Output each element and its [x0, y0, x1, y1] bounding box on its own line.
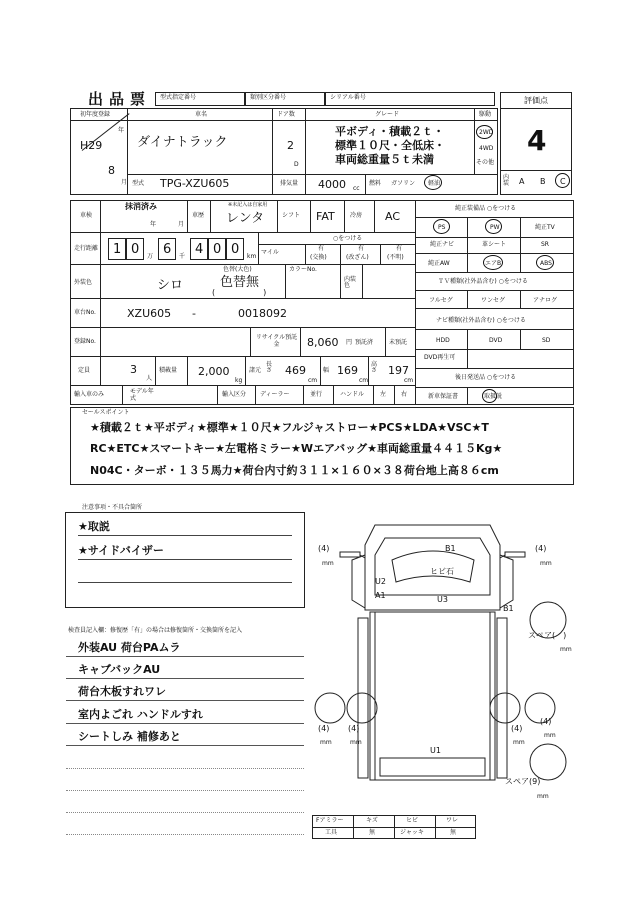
mileage-digit-3-text: 6	[163, 242, 172, 257]
chassis-model: XZU605	[127, 307, 172, 320]
label-b1-top: B1	[445, 544, 456, 553]
notes-rule-2	[78, 559, 292, 560]
sales-label: セールスポイント	[82, 409, 130, 416]
equip-abs: ABS	[540, 260, 552, 267]
legend-tools-value: 無	[369, 829, 376, 836]
inspector-dot-1	[66, 768, 304, 769]
color-change-value: 色替無	[220, 275, 260, 290]
interior-c: C	[560, 177, 566, 186]
interior-c-circle	[555, 173, 570, 188]
tv-analog: アナログ	[533, 297, 558, 304]
tire-rear-left-1-unit: mm	[320, 739, 332, 746]
tv-line	[415, 290, 574, 291]
inspector-line-4: 室内よごれ ハンドルすれ	[78, 708, 203, 721]
fuel-divider	[365, 174, 366, 195]
int-color-label: 内装色	[344, 276, 357, 289]
label-b1-side: B1	[503, 604, 514, 613]
row2-divider-a	[100, 200, 101, 232]
dvd-line	[415, 368, 574, 369]
color-label: 外装色	[74, 279, 93, 286]
navi-sd: SD	[542, 337, 551, 344]
chassis-dash: -	[192, 307, 196, 320]
first-reg-year: H29	[80, 139, 103, 152]
tire-rear-right-1-unit: mm	[513, 739, 525, 746]
load-unit: kg	[235, 377, 243, 384]
length-unit: cm	[308, 377, 318, 384]
drive-2wd: 2WD	[479, 129, 494, 136]
score-label: 評価点	[524, 96, 548, 105]
legend-h4: ワレ	[446, 817, 459, 824]
dims-label: 諸元	[249, 367, 262, 374]
drive-2wd-circle	[476, 125, 493, 139]
handle-left: 左	[380, 391, 387, 398]
width-value: 169	[337, 364, 358, 377]
drive-4wd: 4WD	[479, 145, 494, 152]
reg-label: 登録No.	[74, 338, 96, 345]
car-name-label: 車名	[195, 111, 208, 118]
capacity-unit: 人	[146, 375, 153, 382]
spare-top-label: スペア( )	[528, 631, 567, 640]
row6-divider-a	[100, 327, 101, 356]
inspector-rule-4	[66, 723, 304, 724]
shift-value: FAT	[316, 210, 335, 223]
door-label: ドア数	[277, 111, 295, 118]
inspector-dot-4	[66, 834, 304, 835]
model-label: 型式	[132, 180, 145, 187]
equip-pw: PW	[490, 224, 500, 231]
chassis-number: 0018092	[238, 307, 287, 320]
mileage-sen-unit: 千	[179, 253, 186, 260]
row2-divider-f	[344, 200, 345, 232]
row6-divider-c	[300, 327, 301, 356]
inspector-label: 検査員記入欄：修復歴「有」の場合は修復箇所・交換箇所を記入	[68, 627, 243, 634]
tire-rear-right-2-unit: mm	[544, 732, 556, 739]
legend-h3: ヒビ	[406, 817, 419, 824]
tire-rear-left-1: (4)	[318, 724, 330, 733]
grade-line-1: 平ボディ・積載２ｔ・	[335, 125, 445, 138]
row4-divider-d	[362, 264, 363, 298]
mileage-circle-label: ○をつける	[333, 235, 363, 242]
notes-line-2: ★サイドバイザー	[78, 544, 164, 557]
equip-aw: 純正AW	[428, 260, 450, 267]
grade-label: グレード	[375, 111, 400, 118]
dvd-play: DVD再生可	[424, 354, 456, 361]
row2-divider-b	[187, 200, 188, 232]
inspector-line-1: 外装AU 荷台PAムラ	[78, 641, 181, 654]
row1-header-line	[70, 120, 498, 121]
notes-rule-1	[78, 535, 292, 536]
col-divider-2	[272, 108, 273, 195]
tv-col-1	[467, 290, 468, 308]
navi-dvd: DVD	[489, 337, 503, 344]
equip-airbag: エアB	[485, 260, 502, 267]
inspector-rule-2	[66, 678, 304, 679]
inspection-month-unit: 月	[178, 221, 185, 228]
label-u3: U3	[437, 595, 448, 604]
interior-divider	[500, 170, 572, 171]
load-label: 積載量	[159, 367, 178, 374]
width-unit: cm	[359, 377, 369, 384]
row7-divider-b	[155, 356, 156, 385]
drive-label: 駆動	[479, 111, 492, 118]
grade-line-3: 車両総重量５ｔ未満	[335, 153, 434, 166]
meter-tamper: 有	[358, 245, 365, 252]
capacity-value: 3	[130, 363, 137, 376]
month-unit: 月	[121, 179, 128, 186]
recycle-yen: 円	[346, 339, 353, 346]
legend-col-2	[394, 815, 395, 839]
navi-hdd: HDD	[436, 337, 450, 344]
meter-swap-paren: (交換)	[310, 254, 327, 261]
manual: 取扱説	[484, 393, 503, 400]
inspector-rule-5	[66, 745, 304, 746]
equip-pw-circle	[485, 219, 502, 234]
meter-unknown: 有	[396, 245, 403, 252]
inspector-dot-2	[66, 790, 304, 791]
equip-navi: 純正ナビ	[430, 241, 455, 248]
equip-col-1	[467, 217, 468, 272]
equip-airbag-circle	[483, 255, 503, 270]
row3-divider-e	[380, 244, 381, 264]
load-value: 2,000	[198, 365, 230, 378]
label-hibi: ヒビ石	[430, 567, 454, 576]
tv-title: ＴＶ種類(社外品含む) ○をつける	[438, 278, 528, 285]
mileage-digit-5-text: 0	[213, 242, 222, 257]
recycle-deposited: 預託済	[355, 339, 374, 346]
mileage-man-unit: 万	[147, 253, 154, 260]
equip-title: 純正装備品 ○をつける	[455, 205, 517, 212]
equip-ps-circle	[433, 219, 450, 234]
equip-line-2	[415, 237, 574, 238]
inspection-label: 車検	[80, 212, 93, 219]
height-value: 197	[388, 364, 409, 377]
equip-leather: 革シート	[482, 241, 507, 248]
tire-front-left: (4)	[318, 544, 330, 553]
row6-divider-b	[250, 327, 251, 356]
interior-b: B	[540, 177, 546, 186]
legend-h2: キズ	[366, 817, 378, 824]
mileage-label: 走行距離	[74, 245, 99, 252]
model-code: TPG-XZU605	[160, 177, 230, 190]
model-year-label: モデル年式	[130, 388, 154, 403]
width-label: 幅	[323, 367, 330, 374]
meter-swap: 有	[318, 245, 325, 252]
import-label: 輸入車のみ	[74, 391, 105, 398]
col-divider-1	[127, 108, 128, 195]
shift-label: シフト	[282, 212, 301, 219]
row2-divider-d	[277, 200, 278, 232]
car-name: ダイナトラック	[137, 135, 228, 150]
legend-h1: Fアミラー	[316, 817, 344, 824]
ac-label: 冷房	[350, 212, 363, 219]
tv-fullseg: フルセグ	[429, 297, 453, 304]
notes-rule-3	[78, 582, 292, 583]
row7-divider-f	[368, 356, 369, 385]
mileage-digit-2-text: 0	[131, 242, 140, 257]
legend-jack: ジャッキ	[400, 829, 424, 836]
year-unit: 年	[118, 127, 125, 134]
interior-label: 内装	[503, 174, 510, 187]
displacement-label: 排気量	[280, 180, 299, 187]
door-unit: D	[294, 161, 299, 168]
sales-line-3: N04C・ターボ・１３５馬力★荷台内寸約３１１×１６０×３８荷台地上高８６cm	[90, 464, 499, 477]
length-value: 469	[285, 364, 306, 377]
inspector-line-3: 荷台木板すれワレ	[78, 685, 166, 698]
inspector-dot-3	[66, 812, 304, 813]
navi-col-2	[520, 329, 521, 349]
mileage-digit-4-text: 4	[195, 242, 204, 257]
inspector-rule-3	[66, 700, 304, 701]
import-parallel: 並行	[310, 391, 323, 398]
history-note: ※未記入は自家用	[228, 202, 268, 208]
displacement-divider	[305, 174, 306, 195]
tv-oneseg: ワンセグ	[481, 297, 506, 304]
interior-a: A	[519, 177, 525, 186]
fuel-diesel-circle	[424, 175, 442, 190]
row3-divider-b	[258, 232, 259, 264]
mileage-mile: マイル	[261, 249, 279, 256]
equip-left-line	[415, 200, 416, 405]
type-no-label: 型式指定番号	[160, 94, 197, 101]
drive-other: その他	[476, 159, 495, 166]
equip-ps: PS	[438, 224, 446, 231]
label-u1: U1	[430, 746, 441, 755]
equip-line-4	[415, 272, 574, 273]
tire-rear-right-2: (4)	[540, 717, 552, 726]
inspector-line-5: シートしみ 補修あと	[78, 730, 181, 743]
cc-unit: cc	[353, 185, 360, 192]
sales-line-1: ★積載２ｔ★平ボディ★標準★１０尺★フルジャストロー★PCS★LDA★VSC★T	[90, 421, 489, 434]
row7-divider-d	[245, 356, 246, 385]
row2-divider-c	[210, 200, 211, 232]
row4-divider-c	[340, 264, 341, 298]
handle-right: 右	[401, 391, 408, 398]
displacement-value: 4000	[318, 178, 346, 191]
fuel-gasoline: ガソリン	[391, 180, 416, 187]
notes-line-1: ★取説	[78, 520, 110, 533]
meter-unknown-paren: (不明)	[387, 254, 404, 261]
color-paren: ( )	[212, 288, 267, 297]
legend-jack-value: 無	[450, 829, 457, 836]
color-value: シロ	[157, 278, 184, 293]
dvd-play-divider	[467, 349, 468, 368]
recycle-value: 8,060	[307, 336, 339, 349]
row3-divider-d	[340, 244, 341, 264]
row7-divider-e	[320, 356, 321, 385]
row4-divider-a	[100, 264, 101, 298]
row8-divider-g	[394, 385, 395, 405]
height-label: 高さ	[371, 361, 378, 374]
row5-bottom	[70, 327, 415, 328]
row8-divider-d	[303, 385, 304, 405]
row4-bottom	[70, 298, 415, 299]
row4-divider-b	[285, 264, 286, 298]
equip-sr: SR	[541, 241, 549, 248]
row3-divider-a	[100, 232, 101, 264]
inspector-rule-1	[66, 656, 304, 657]
score-value: 4	[527, 124, 547, 157]
fuel-label: 燃料	[369, 180, 382, 187]
tire-rear-right-1: (4)	[511, 724, 523, 733]
row8-divider-a	[122, 385, 123, 405]
row7-divider-c	[187, 356, 188, 385]
page-title: 出品票	[88, 90, 152, 108]
grade-line-2: 標準１０尺・全低床・	[335, 139, 445, 152]
equip-tv: 純正TV	[535, 224, 555, 231]
first-reg-month: 8	[108, 164, 115, 177]
height-unit: cm	[404, 377, 414, 384]
inspector-line-2: キャブバックAU	[78, 663, 161, 676]
legend-col-3	[435, 815, 436, 839]
navi-line-2	[415, 349, 574, 350]
tire-rear-left-2-unit: mm	[350, 739, 362, 746]
sales-line-2: RC★ETC★スマートキー★左電格ミラー★Wエアバッグ★車両総重量４４１５Kg★	[90, 442, 503, 455]
spare-bottom-label: スペア(9)	[505, 777, 541, 786]
class-no-label: 類別区分番号	[250, 94, 287, 101]
inspection-value: 抹消済み	[125, 202, 157, 211]
door-count: 2	[287, 139, 294, 152]
handle-label: ハンドル	[340, 391, 365, 398]
recycle-not-deposited: 未預託	[389, 339, 408, 346]
label-a1: A1	[375, 591, 386, 600]
capacity-label: 定員	[78, 367, 91, 374]
ac-value: AC	[385, 210, 401, 223]
equip-line-3	[415, 253, 574, 254]
after-line	[415, 387, 574, 388]
spare-top-unit: mm	[560, 646, 572, 653]
row8-divider-f	[373, 385, 374, 405]
first-reg-label: 初年度登録	[80, 111, 111, 118]
row6-divider-d	[385, 327, 386, 356]
mileage-sub-line	[258, 244, 415, 245]
legend-tools: 工具	[325, 829, 338, 836]
mileage-digit-1-text: 1	[113, 242, 122, 257]
navi-title: ナビ種類(社外品含む) ○をつける	[436, 317, 526, 324]
history-label: 車歴	[192, 212, 205, 219]
tv-line-2	[415, 308, 574, 309]
score-divider	[500, 108, 572, 109]
import-type-label: 輸入区分	[222, 391, 247, 398]
equip-col-2	[520, 217, 521, 272]
new-car-warranty: 新車保証書	[428, 393, 459, 400]
navi-line	[415, 329, 574, 330]
spare-bottom-unit: mm	[537, 793, 549, 800]
col-divider-3	[305, 108, 306, 174]
equip-abs-circle	[536, 255, 554, 270]
color-change-label: 色替(大色)	[223, 266, 252, 273]
row2-divider-g	[374, 200, 375, 232]
manual-circle	[482, 389, 497, 403]
inspection-year-unit: 年	[150, 221, 157, 228]
history-value: レンタ	[226, 211, 265, 226]
row2-divider-e	[310, 200, 311, 232]
row8-divider-b	[217, 385, 218, 405]
row1-bottom-line	[127, 174, 498, 175]
row3-divider-c	[305, 244, 306, 264]
length-label: 長さ	[266, 361, 273, 374]
equip-line-1	[415, 217, 574, 218]
label-u2: U2	[375, 577, 386, 586]
after-ship-title: 後日発送品 ○をつける	[455, 374, 517, 381]
row8-divider-c	[255, 385, 256, 405]
notes-label: 注意事項・不具合箇所	[82, 504, 143, 511]
color-no-label: カラーNo.	[289, 266, 317, 273]
col-divider-4	[474, 108, 475, 174]
chassis-label: 車台No.	[74, 309, 96, 316]
tire-front-left-unit: mm	[322, 560, 334, 567]
row6-bottom	[70, 356, 415, 357]
recycle-label: リサイクル預託金	[255, 334, 298, 349]
tv-col-2	[520, 290, 521, 308]
tire-front-right-unit: mm	[540, 560, 552, 567]
row7-divider-a	[100, 356, 101, 385]
import-dealer: ディーラー	[260, 391, 290, 398]
fuel-diesel: 軽油	[428, 180, 441, 187]
mileage-km-unit: km	[247, 253, 257, 260]
row8-divider-e	[333, 385, 334, 405]
navi-col-1	[467, 329, 468, 349]
row2-bottom	[70, 232, 415, 233]
tire-front-right: (4)	[535, 544, 547, 553]
warranty-divider	[467, 387, 468, 405]
row3-bottom	[70, 264, 415, 265]
meter-tamper-paren: (改ざん)	[346, 254, 369, 261]
serial-no-label: シリアル番号	[330, 94, 366, 101]
tire-rear-left-2: (4)	[348, 724, 360, 733]
legend-col-1	[353, 815, 354, 839]
mileage-digit-6-text: 0	[231, 242, 240, 257]
row5-divider-a	[100, 298, 101, 327]
